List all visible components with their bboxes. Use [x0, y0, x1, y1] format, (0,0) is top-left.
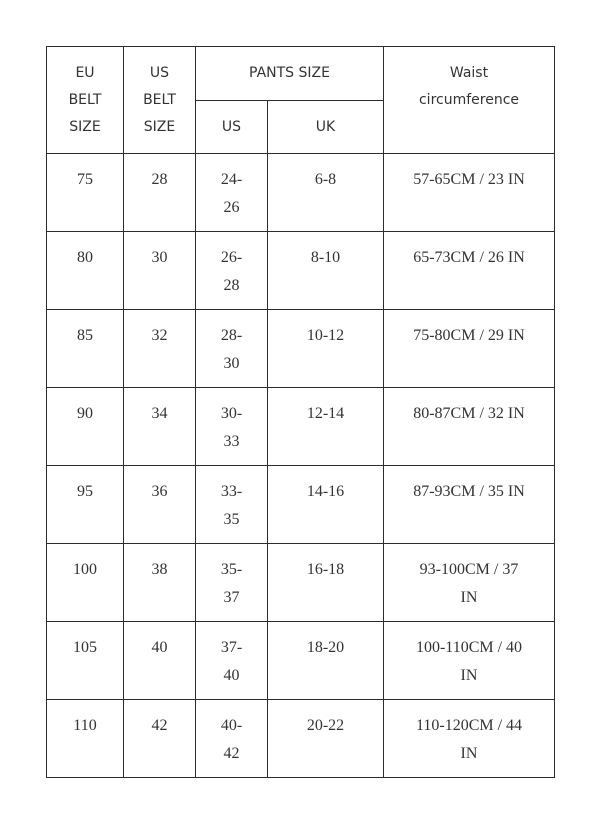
waist-cell-text: IN — [460, 667, 478, 684]
table-row — [47, 466, 555, 544]
eu-belt-size-cell-text: 110 — [73, 717, 97, 734]
us-pants-size-cell-text: 42 — [223, 745, 240, 762]
waist-cell-text: 87-93CM / 35 IN — [413, 483, 525, 500]
uk-pants-size-cell-text: 18-20 — [306, 639, 345, 656]
us-pants-size-cell-text: 28- — [220, 327, 243, 344]
waist-header-line-1: Waist — [449, 65, 489, 81]
eu-belt-size-header-line-1: EU — [75, 64, 95, 81]
us-pants-size-cell — [196, 310, 268, 388]
eu-belt-size-cell-text: 100 — [73, 561, 97, 578]
waist-cell-text: 93-100CM / 37 — [419, 561, 519, 578]
pants-size-header-text: PANTS SIZE — [249, 65, 330, 81]
us-belt-size-cell — [124, 700, 196, 778]
waist-cell — [384, 622, 555, 700]
waist-cell-text: 75-80CM / 29 IN — [413, 327, 525, 344]
us-pants-size-cell-text: 35- — [220, 561, 243, 578]
uk-pants-size-cell — [268, 622, 384, 700]
us-pants-size-cell-text: 40 — [223, 667, 240, 684]
uk-pants-size-cell-text: 14-16 — [306, 483, 345, 500]
table-row — [47, 388, 555, 466]
waist-cell — [384, 466, 555, 544]
size-chart-table — [46, 46, 555, 778]
us-belt-size-cell-text: 32 — [151, 327, 168, 344]
eu-belt-size-cell — [47, 466, 124, 544]
us-pants-size-cell-text: 28 — [223, 277, 240, 294]
uk-pants-size-cell-text: 20-22 — [306, 717, 345, 734]
uk-pants-size-cell — [268, 232, 384, 310]
us-pants-size-cell — [196, 544, 268, 622]
us-pants-size-cell-text: 37 — [223, 589, 240, 606]
us-pants-size-cell-text: 30- — [220, 405, 243, 422]
size-chart-body — [47, 47, 555, 778]
pants-uk-header — [268, 101, 384, 154]
uk-pants-size-cell-text: 8-10 — [310, 249, 341, 266]
us-belt-size-cell-text: 34 — [151, 405, 168, 422]
waist-header — [384, 47, 555, 154]
eu-belt-size-cell-text: 90 — [77, 405, 93, 422]
us-belt-size-cell-text: 28 — [151, 171, 168, 188]
uk-pants-size-cell-text: 12-14 — [306, 405, 345, 422]
table-row — [47, 310, 555, 388]
us-belt-size-cell-text: 42 — [151, 717, 168, 734]
us-belt-size-cell-text: 36 — [151, 483, 168, 500]
uk-pants-size-cell — [268, 700, 384, 778]
waist-cell — [384, 388, 555, 466]
us-pants-size-cell — [196, 232, 268, 310]
waist-cell — [384, 700, 555, 778]
uk-pants-size-cell — [268, 388, 384, 466]
us-pants-size-cell-text: 26 — [223, 199, 240, 216]
eu-belt-size-cell-text: 85 — [77, 327, 93, 344]
us-belt-size-cell — [124, 388, 196, 466]
waist-cell — [384, 544, 555, 622]
uk-pants-size-cell-text: 16-18 — [306, 561, 345, 578]
us-pants-size-cell-text: 24- — [220, 171, 243, 188]
pants-us-header — [196, 101, 268, 154]
eu-belt-size-cell — [47, 388, 124, 466]
waist-header-line-2: circumference — [418, 92, 520, 108]
pants-uk-header-text: UK — [315, 118, 336, 135]
table-row — [47, 700, 555, 778]
eu-belt-size-cell — [47, 544, 124, 622]
us-belt-size-header-line-3: SIZE — [143, 118, 176, 135]
table-row — [47, 544, 555, 622]
us-belt-size-header-line-2: BELT — [143, 91, 176, 108]
pants-size-header — [196, 47, 384, 101]
eu-belt-size-header — [47, 47, 124, 154]
us-belt-size-header — [124, 47, 196, 154]
uk-pants-size-cell — [268, 544, 384, 622]
us-belt-size-cell-text: 38 — [151, 561, 168, 578]
us-pants-size-cell — [196, 700, 268, 778]
us-pants-size-cell-text: 35 — [223, 511, 240, 528]
us-belt-size-cell — [124, 466, 196, 544]
uk-pants-size-cell-text: 6-8 — [314, 171, 337, 188]
waist-cell — [384, 310, 555, 388]
eu-belt-size-cell-text: 75 — [77, 171, 93, 188]
us-pants-size-cell-text: 33 — [223, 433, 240, 450]
us-belt-size-cell — [124, 310, 196, 388]
waist-cell-text: 65-73CM / 26 IN — [413, 249, 525, 266]
eu-belt-size-cell — [47, 700, 124, 778]
waist-cell-text: 110-120CM / 44 — [415, 717, 523, 734]
waist-cell — [384, 232, 555, 310]
table-row — [47, 232, 555, 310]
uk-pants-size-cell — [268, 154, 384, 232]
us-pants-size-cell-text: 26- — [220, 249, 243, 266]
us-pants-size-cell-text: 37- — [220, 639, 243, 656]
us-belt-size-header-line-1: US — [149, 64, 170, 81]
us-belt-size-cell — [124, 232, 196, 310]
uk-pants-size-cell — [268, 466, 384, 544]
us-pants-size-cell-text: 40- — [220, 717, 243, 734]
us-belt-size-cell — [124, 622, 196, 700]
us-pants-size-cell — [196, 622, 268, 700]
us-belt-size-cell-text: 30 — [151, 249, 168, 266]
table-row — [47, 622, 555, 700]
us-belt-size-cell-text: 40 — [151, 639, 168, 656]
us-pants-size-cell — [196, 154, 268, 232]
eu-belt-size-header-line-2: BELT — [68, 91, 102, 108]
us-pants-size-cell-text: 33- — [220, 483, 243, 500]
eu-belt-size-cell-text: 105 — [73, 639, 97, 656]
us-belt-size-cell — [124, 544, 196, 622]
waist-cell-text: IN — [460, 589, 478, 606]
us-belt-size-cell — [124, 154, 196, 232]
waist-cell-text: 80-87CM / 32 IN — [413, 405, 525, 422]
eu-belt-size-cell-text: 80 — [77, 249, 93, 266]
header-row-top — [47, 47, 555, 101]
waist-cell — [384, 154, 555, 232]
table-row — [47, 154, 555, 232]
us-pants-size-cell — [196, 466, 268, 544]
eu-belt-size-cell — [47, 622, 124, 700]
pants-us-header-text: US — [221, 118, 242, 135]
uk-pants-size-cell-text: 10-12 — [306, 327, 345, 344]
waist-cell-text: IN — [460, 745, 478, 762]
eu-belt-size-cell — [47, 154, 124, 232]
waist-cell-text: 100-110CM / 40 — [415, 639, 523, 656]
waist-cell-text: 57-65CM / 23 IN — [413, 171, 525, 188]
us-pants-size-cell — [196, 388, 268, 466]
eu-belt-size-cell — [47, 232, 124, 310]
uk-pants-size-cell — [268, 310, 384, 388]
eu-belt-size-header-line-3: SIZE — [69, 118, 101, 135]
eu-belt-size-cell — [47, 310, 124, 388]
us-pants-size-cell-text: 30 — [223, 355, 240, 372]
eu-belt-size-cell-text: 95 — [77, 483, 93, 500]
